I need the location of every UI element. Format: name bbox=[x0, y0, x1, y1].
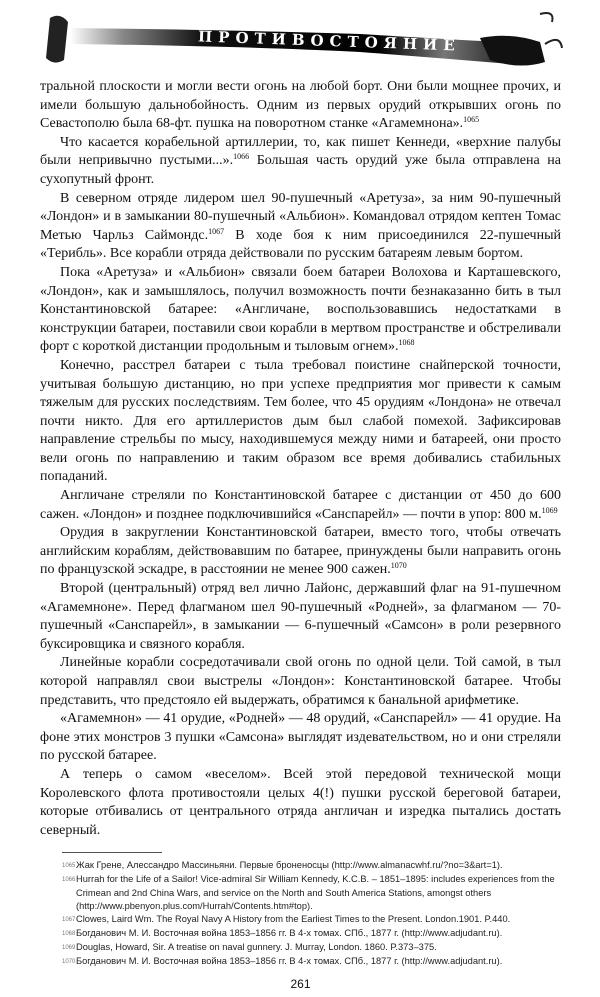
footnote-text: Жак Грене, Алессандро Массиньяни. Первые броненосцы (http://www.almanacwhf.ru/?no=3&art=1). bbox=[76, 860, 503, 871]
footnote-number: 1065 bbox=[62, 863, 76, 870]
page-content bbox=[0, 76, 600, 997]
paragraph bbox=[40, 357, 561, 487]
paragraph-text: Орудия в закруглении Константиновской батареи, вместо того, чтобы отвечать английским кораблям, действовавшим по батарее, принуждены были направить огонь по французской эскадре, в расстоянии не менее 900 сажен. bbox=[40, 525, 561, 578]
paragraph-text: Пока «Аретуза» и «Альбион» связали боем батареи Волохова и Карташевского, «Лондон», как и замышлялось, получил возможность почти безнаказанно бить в тыл Константиновской батарее: «Англичане, воспользовавшись недостатками в конструкции батареи, поставили свои корабли в мертвом пространстве и обстреливали форт с короткой дистанции продольным и тыловым огнем». bbox=[40, 264, 561, 355]
footnote-text: Douglas, Howard, Sir. A treatise on naval gunnery. J. Murray, London. 1860. P.373–375. bbox=[76, 942, 437, 953]
paragraph bbox=[40, 78, 561, 134]
footnote bbox=[62, 955, 561, 969]
footnote-number: 1066 bbox=[62, 877, 76, 884]
footnote-text: Clowes, Laird Wm. The Royal Navy A History from the Earliest Times to the Present. London.1901. P.440. bbox=[76, 914, 511, 925]
footnote-ref[interactable]: 1067 bbox=[208, 226, 225, 236]
footnote-ref[interactable]: 1066 bbox=[233, 152, 250, 162]
paragraph bbox=[40, 134, 561, 190]
footnote-text: Богданович М. И. Восточная война 1853–1856 гг. В 4-х томах. СПб., 1877 г. (http://www.adjudant.ru). bbox=[76, 956, 503, 967]
paragraph bbox=[40, 766, 561, 840]
paragraph bbox=[40, 654, 561, 710]
footnote-divider bbox=[62, 852, 162, 853]
paragraph-text: «Агамемнон» — 41 орудие, «Родней» — 48 орудий, «Санспарейл» — 41 орудие. На фоне этих монстров 3 пушки «Самсона» выглядят издевательством, но и они стреляли по русской батарее. bbox=[40, 711, 561, 764]
paragraph-text: Что касается корабельной артиллерии, то, как пишет Кеннеди, «верхние палубы были непривычно пустыми...». bbox=[40, 134, 561, 169]
footnote-ref[interactable]: 1065 bbox=[463, 115, 480, 125]
footnote-ref[interactable]: 1070 bbox=[390, 561, 407, 571]
page-number: 261 bbox=[290, 977, 311, 992]
paragraph-text: Англичане стреляли по Константиновской батарее с дистанции от 450 до 600 сажен. «Лондон» и позднее подключившийся «Санспарейл» — почти в упор: 800 м. bbox=[40, 488, 561, 522]
paragraph-text: Второй (центральный) отряд вел лично Лайонс, державший флаг на 91-пушечном «Агамемноне». Перед флагманом шел 90-пушечный «Родней», за флагманом — 70-пушечный «Санспарейл», в замыкании — 6-пушечный «Самсон» в роли резервного буксировщика и связного корабля. bbox=[40, 581, 561, 652]
paragraph bbox=[40, 710, 561, 766]
paragraph-text: Линейные корабли сосредотачивали свой огонь по одной цели. Той самой, в тыл которой направлял свои выстрелы «Лондон»: Константиновской батарее. Чтобы представить, что предстояло ей выдержать, обратимся к банальной арифметике. bbox=[40, 655, 561, 708]
paragraph bbox=[40, 524, 561, 580]
footnote-number: 1067 bbox=[62, 917, 76, 924]
paragraph-text: тральной плоскости и могли вести огонь на любой борт. Они были мощнее прочих, и имели большую дальнобойность. Одним из первых орудий открывших огонь по Севастополю была 68-фт. пушка на поворотном станке «Агамемнона». bbox=[40, 79, 561, 132]
paragraph bbox=[40, 487, 561, 524]
footnote-number: 1068 bbox=[62, 931, 76, 938]
paragraph bbox=[40, 580, 561, 654]
footnote bbox=[62, 873, 561, 913]
paragraph-text: Конечно, расстрел батареи с тыла требовал поистине снайперской точности, учитывая большую дистанцию, но при успехе предприятия мог привести к самым тяжелым для русских последствиям. Тем более, что 45 орудиям «Лондона» не отвечал почти никто. Для его артиллеристов дым был слабой помехой. Зафиксировав направление стрельбы по мысу, находившемуся между ними и батареей, они просто вели огонь по направлению и таким образом все время добивались стабильных попаданий. bbox=[40, 357, 561, 485]
footnote-text: Hurrah for the Life of a Sailor! Vice-admiral Sir William Kennedy, K.C.B. – 1851–1895: includes experiences from the Crimean and 2nd China Wars, and service on the North and South America Stations, amongst others (http://www.pbenyon.plus.com/Hurrah/Contents.htm#top). bbox=[76, 874, 555, 912]
footnote-number: 1069 bbox=[62, 945, 76, 952]
footnote-number: 1070 bbox=[62, 959, 76, 966]
paragraph bbox=[40, 190, 561, 264]
body-text bbox=[40, 78, 561, 840]
footnote bbox=[62, 859, 561, 873]
footnotes bbox=[62, 859, 561, 969]
footnote-ref[interactable]: 1068 bbox=[398, 338, 415, 348]
paragraph-text: В ходе боя к ним присоединился 22-пушечный «Терибль». Все корабли отряда действовали по русским батареям левым бортом. bbox=[40, 227, 561, 262]
paragraph bbox=[40, 264, 561, 357]
footnote bbox=[62, 913, 561, 927]
chapter-title: ПРОТИВОСТОЯНИЕ bbox=[197, 27, 461, 55]
footnote bbox=[62, 927, 561, 941]
footnote-text: Богданович М. И. Восточная война 1853–1856 гг. В 4-х томах. СПб., 1877 г. (http://www.adjudant.ru). bbox=[76, 928, 503, 939]
footnote bbox=[62, 941, 561, 955]
paragraph-text: В северном отряде лидером шел 90-пушечный «Аретуза», за ним 90-пушечный «Лондон» и в замыкании 80-пушечный «Альбион». Командовал отрядом кептен Томас Метью Чарльз Саймондс. bbox=[40, 190, 561, 243]
paragraph-text: Большая часть орудий уже была отправлена на сухопутный фронт. bbox=[40, 153, 561, 187]
footnote-ref[interactable]: 1069 bbox=[541, 505, 558, 515]
paragraph-text: А теперь о самом «веселом». Всей этой передовой технической мощи Королевского флота противостояли целых 4(!) пушки русской береговой батареи, которые отбивались от центрального отряда англичан и изредка пытались достать северный. bbox=[40, 766, 561, 838]
chapter-banner bbox=[40, 8, 570, 76]
